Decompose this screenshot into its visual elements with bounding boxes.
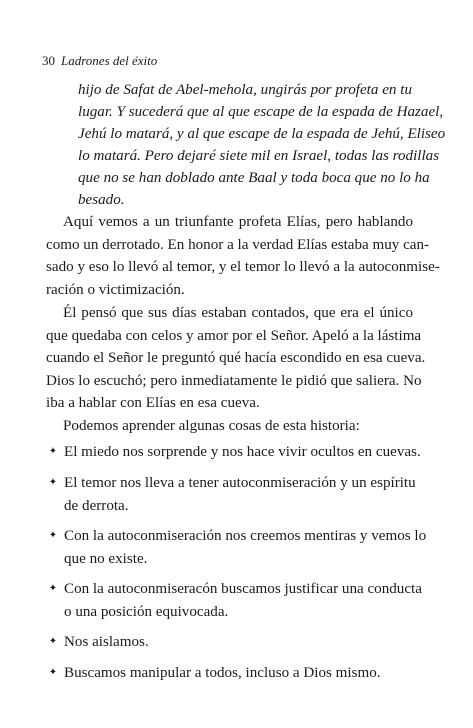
list-item-line: Nos aislamos. (64, 634, 149, 650)
bullet-diamond-icon: ✦ (48, 583, 58, 594)
list-item-line: El miedo nos sorprende y nos hace vivir ocultos en cuevas. (64, 444, 421, 460)
list-item-line: de derrota. (64, 497, 129, 514)
page-number: 30 (42, 53, 55, 68)
running-head (42, 53, 157, 69)
quote-line: hijo de Safat de Abel-mehola, ungirás por profeta en tu (78, 82, 412, 98)
bullet-diamond-icon: ✦ (48, 446, 58, 457)
paragraph-line: como un derrotado. En honor a la verdad Elías estaba muy can- (46, 236, 430, 253)
quote-line: lo matará. Pero dejaré siete mil en Israel, todas las rodillas (78, 148, 440, 164)
paragraph-line: Dios lo escuchó; pero inmediatamente le pidió que saliera. No (46, 372, 422, 389)
scripture-quote (78, 79, 446, 211)
paragraph-line: ración o victimización. (46, 281, 185, 298)
book-title: Ladrones del éxito (61, 53, 158, 68)
list-item-line: Con la autoconmiseracón buscamos justificar una conducta (64, 581, 422, 597)
paragraph-line: cuando el Señor le preguntó qué hacía escondido en esa cueva. (46, 350, 426, 366)
list-item-line: que no existe. (64, 550, 148, 567)
bullet-diamond-icon: ✦ (48, 530, 58, 541)
paragraph-line: que quedaba con celos y amor por el Señor. Apeló a la lástima (46, 327, 422, 344)
list-item-line: El temor nos lleva a tener autoconmiseración y un espíritu (64, 475, 416, 491)
quote-line: que no se han doblado ante Baal y toda boca que no lo ha (78, 170, 430, 186)
quote-line: lugar. Y sucederá que al que escape de la espada de Hazael, (78, 104, 444, 120)
bullet-diamond-icon: ✦ (48, 477, 58, 488)
bullet-diamond-icon: ✦ (48, 667, 58, 678)
paragraph-line: Aquí vemos a un triunfante profeta Elías, pero hablando (63, 214, 413, 230)
paragraph-line: Él pensó que sus días estaban contados, que era el único (63, 305, 413, 321)
paragraph-line: iba a hablar con Elías en esa cueva. (46, 395, 260, 411)
quote-line: Jehú lo matará, y al que escape de la espada de Jehú, Eliseo (78, 126, 446, 142)
list-item-line: o una posición equivocada. (64, 603, 229, 620)
list-item-line: Buscamos manipular a todos, incluso a Dios mismo. (64, 665, 381, 681)
paragraph (46, 302, 426, 415)
paragraph (46, 415, 413, 438)
list-item-line: Con la autoconmiseración nos creemos mentiras y vemos lo (64, 528, 427, 544)
bullet-diamond-icon: ✦ (48, 636, 58, 647)
paragraph-line: sado y eso lo llevó al temor, y el temor lo llevó a la autoconmise- (46, 259, 440, 275)
paragraph (46, 211, 440, 301)
quote-line: besado. (78, 192, 125, 208)
paragraph-line: Podemos aprender algunas cosas de esta historia: (63, 418, 360, 434)
